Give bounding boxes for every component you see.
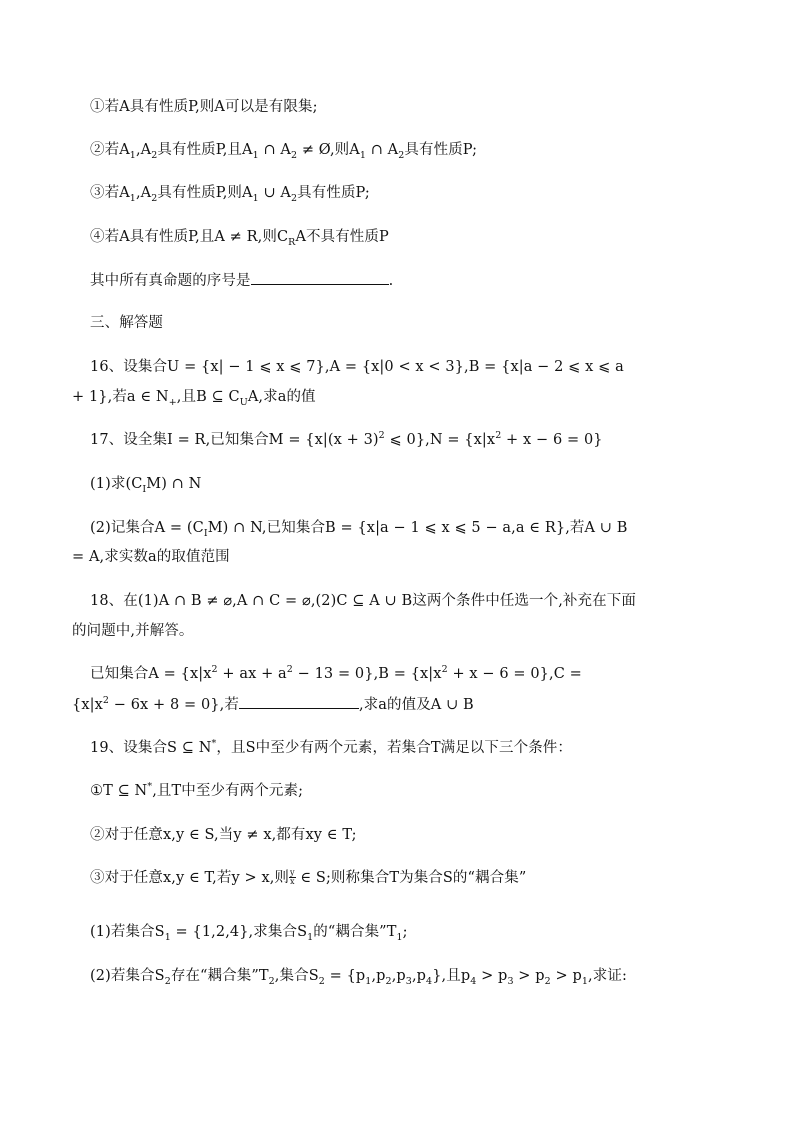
text: 的问题中,并解答。 <box>72 623 194 639</box>
question-19-line-1 <box>90 738 572 758</box>
text: ①若A具有性质P,则A可以是有限集; <box>90 99 318 115</box>
text: > p <box>513 968 545 984</box>
text: ①T ⊆ N <box>90 783 148 799</box>
superscript: * <box>147 781 153 793</box>
text: ②若A <box>90 142 130 158</box>
subscript: 2 <box>151 192 158 204</box>
subscript: 1 <box>365 975 372 987</box>
subscript: 2 <box>385 975 392 987</box>
subscript: 1 <box>129 149 136 161</box>
text: ，且S中至少有两个元素，若集合T满足以下三个条件： <box>216 740 573 756</box>
text: 18、在(1)A ∩ B ≠ ⌀,A ∩ C = ⌀,(2)C ⊆ A ∪ B这两个条件中任选一个,补充在下面 <box>90 593 636 609</box>
text: ∈ S;则称集合T为集合S的“耦合集” <box>295 870 527 886</box>
text: > p <box>550 968 582 984</box>
subscript: 1 <box>396 931 403 943</box>
text: ③对于任意x,y ∈ T,若y > x,则 <box>90 870 290 886</box>
superscript: 2 <box>495 430 502 442</box>
question-17-line-1 <box>90 430 603 450</box>
question-17-part-2-line-1 <box>90 518 628 538</box>
text: M) ∩ N,已知集合B = {x|a − 1 ⩽ x ⩽ 5 − a,a ∈ R},若A ∪ B <box>207 520 628 536</box>
text: ,且B ⊆ C <box>176 389 240 405</box>
text: ; <box>402 924 408 940</box>
text: ②对于任意x,y ∈ S,当y ≠ x,都有xy ∈ T; <box>90 827 357 843</box>
subscript: 3 <box>507 975 514 987</box>
subscript: 1 <box>307 931 314 943</box>
question-18-line-2 <box>72 621 194 641</box>
text: + x − 6 = 0},C = <box>447 666 582 682</box>
superscript: 2 <box>441 664 448 676</box>
text: . <box>388 273 394 289</box>
text: ,p <box>371 968 386 984</box>
statement-2 <box>90 140 477 160</box>
text: ,求a的值及A ∪ B <box>358 697 474 713</box>
question-18-line-3 <box>90 664 582 684</box>
question-19-condition-3 <box>90 868 526 888</box>
text: 17、设全集I = R,已知集合M = {x|(x + 3) <box>90 432 379 448</box>
question-16-line-2 <box>72 387 316 407</box>
text: > p <box>476 968 508 984</box>
text: A不具有性质P <box>295 229 389 245</box>
text: = {p <box>324 968 366 984</box>
text: ,求证: <box>588 968 627 984</box>
denominator: x <box>290 877 295 886</box>
text: ③若A <box>90 185 130 201</box>
text: ,p <box>411 968 427 984</box>
text: 已知集合A = {x|x <box>90 666 212 682</box>
statement-4 <box>90 227 389 247</box>
question-19-condition-2 <box>90 825 357 845</box>
text: ≠ Ø,则A <box>297 142 360 158</box>
subscript: 2 <box>544 975 551 987</box>
text: 16、设集合U = {x| − 1 ⩽ x ⩽ 7},A = {x|0 < x < 3},B = {x|a − 2 ⩽ x ⩽ a <box>90 359 624 375</box>
answer-prompt <box>90 270 393 291</box>
subscript: 1 <box>129 192 136 204</box>
text: ⩽ 0},N = {x|x <box>384 432 496 448</box>
text: {x|x <box>72 697 103 713</box>
text: ,且T中至少有两个元素; <box>152 783 304 799</box>
text: ,集合S <box>274 968 319 984</box>
text: (1)若集合S <box>90 924 165 940</box>
text: 具有性质P,且A <box>157 142 253 158</box>
superscript: 2 <box>286 664 293 676</box>
subscript: + <box>168 396 177 408</box>
text: 的“耦合集”T <box>313 924 397 940</box>
statement-1 <box>90 97 318 117</box>
subscript: 2 <box>290 192 298 204</box>
text: ④若A具有性质P,且A ≠ R,则C <box>90 229 289 245</box>
subscript: 2 <box>151 149 158 161</box>
text: ,p <box>391 968 406 984</box>
question-17-part-2-line-2 <box>72 547 230 567</box>
question-16-line-1 <box>90 357 624 377</box>
text: 其中所有真命题的序号是 <box>90 273 251 289</box>
question-19-part-1 <box>90 922 408 942</box>
text: − 6x + 8 = 0},若 <box>109 697 239 713</box>
subscript: 2 <box>164 975 171 987</box>
subscript: 1 <box>252 149 259 161</box>
superscript: 2 <box>378 430 385 442</box>
subscript: 2 <box>398 149 405 161</box>
subscript: 1 <box>581 975 589 987</box>
text: 具有性质P,则A <box>157 185 253 201</box>
text: ,A <box>135 185 152 201</box>
text: (2)记集合A = (C <box>90 520 204 536</box>
superscript: * <box>211 738 217 750</box>
text: ∩ A <box>365 142 399 158</box>
superscript: 2 <box>211 664 218 676</box>
condition-blank[interactable] <box>239 694 359 709</box>
question-19-condition-1 <box>90 781 303 801</box>
text: 存在“耦合集”T <box>170 968 269 984</box>
subscript: 2 <box>290 149 298 161</box>
text: ∪ A <box>258 185 291 201</box>
subscript: 3 <box>405 975 412 987</box>
text: ,A <box>135 142 152 158</box>
subscript: 1 <box>252 192 259 204</box>
subscript: I <box>203 527 208 539</box>
question-17-part-1 <box>90 474 201 494</box>
subscript: 1 <box>164 931 171 943</box>
subscript: U <box>239 396 248 408</box>
text: },且p <box>432 968 471 984</box>
text: (1)求(C <box>90 476 143 492</box>
answer-blank[interactable] <box>251 270 389 285</box>
subscript: 4 <box>426 975 433 987</box>
text: 具有性质P; <box>404 142 478 158</box>
subscript: 1 <box>359 149 366 161</box>
text: ∩ A <box>258 142 291 158</box>
subscript: 2 <box>318 975 325 987</box>
subscript: I <box>142 483 147 495</box>
text: (2)若集合S <box>90 968 165 984</box>
numerator: y <box>290 868 295 877</box>
text: 具有性质P; <box>297 185 370 201</box>
text: + x − 6 = 0} <box>501 432 603 448</box>
text: 19、设集合S ⊆ N <box>90 740 212 756</box>
text: M) ∩ N <box>146 476 202 492</box>
text: + 1},若a ∈ N <box>72 389 169 405</box>
section-heading <box>90 313 163 333</box>
question-18-line-4 <box>72 694 474 715</box>
subscript: 4 <box>470 975 477 987</box>
text: = {1,2,4},求集合S <box>170 924 308 940</box>
subscript: 2 <box>268 975 275 987</box>
text: A,求a的值 <box>247 389 316 405</box>
text: = A,求实数a的取值范围 <box>72 549 230 565</box>
text: − 13 = 0},B = {x|x <box>292 666 442 682</box>
text: + ax + a <box>217 666 287 682</box>
question-18-line-1 <box>90 591 636 611</box>
fraction <box>289 869 296 886</box>
superscript: 2 <box>102 695 110 707</box>
question-19-part-2 <box>90 966 627 986</box>
statement-3 <box>90 183 370 203</box>
text: 三、解答题 <box>90 315 163 331</box>
subscript: R <box>288 236 296 248</box>
